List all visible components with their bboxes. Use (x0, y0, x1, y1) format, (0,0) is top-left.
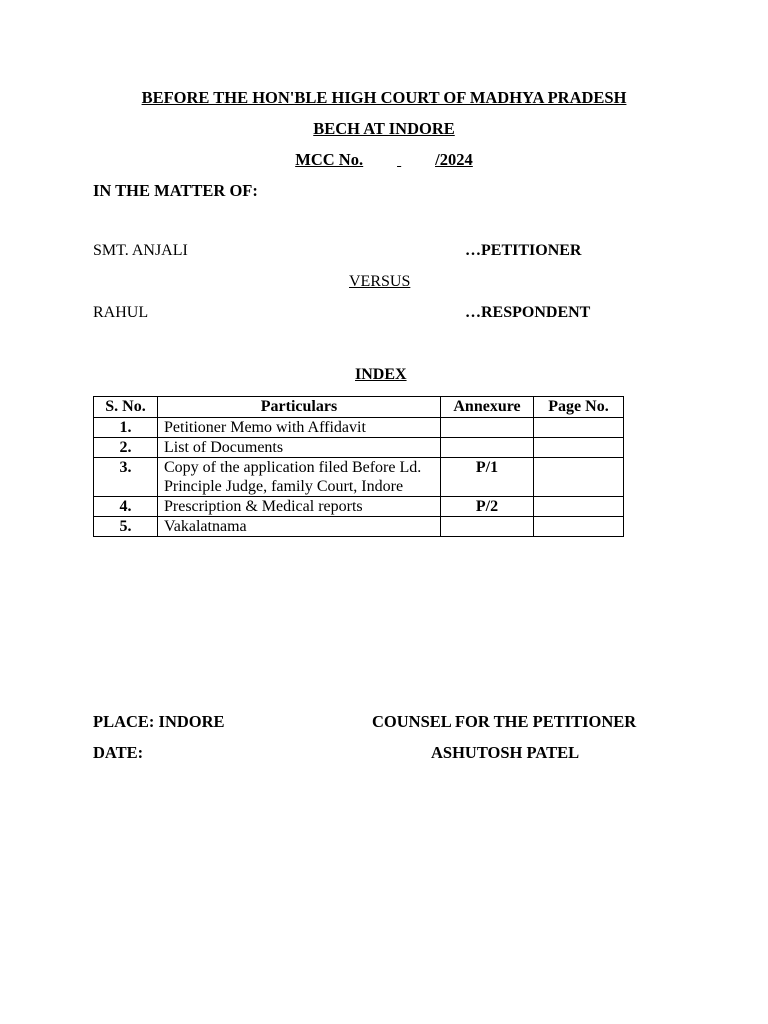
row-sno: 1. (94, 418, 158, 438)
row-annexure (441, 418, 534, 438)
row-sno: 5. (94, 517, 158, 537)
case-number-line (295, 150, 472, 169)
row-page-no (534, 517, 624, 537)
respondent-role: …RESPONDENT (465, 304, 591, 321)
row-annexure (441, 438, 534, 458)
table-row (94, 438, 624, 458)
row-particulars: Copy of the application filed Before Ld. Principle Judge, family Court, Indore (158, 458, 441, 497)
row-page-no (534, 438, 624, 458)
place-label: PLACE: INDORE (93, 712, 225, 731)
row-annexure: P/2 (441, 497, 534, 517)
row-page-no (534, 458, 624, 497)
row-sno: 2. (94, 438, 158, 458)
date-label: DATE: (93, 743, 144, 762)
bench-title (0, 119, 768, 139)
row-particulars: Prescription & Medical reports (158, 497, 441, 517)
index-header-row (94, 397, 624, 418)
header-sno: S. No. (94, 397, 158, 418)
index-table (93, 396, 624, 537)
row-sno: 4. (94, 497, 158, 517)
petitioner-name: SMT. ANJALI (93, 242, 188, 259)
row-sno: 3. (94, 458, 158, 497)
court-title-text: BEFORE THE HON'BLE HIGH COURT OF MADHYA PRADESH (141, 88, 627, 107)
in-the-matter-label: IN THE MATTER OF: (93, 181, 258, 200)
row-particulars: Petitioner Memo with Affidavit (158, 418, 441, 438)
row-annexure (441, 517, 534, 537)
case-number (0, 150, 768, 170)
counsel-label: COUNSEL FOR THE PETITIONER (372, 712, 637, 731)
header-page-no: Page No. (534, 397, 624, 418)
respondent-name: RAHUL (93, 304, 149, 321)
case-number-blank (363, 150, 435, 170)
header-particulars: Particulars (158, 397, 441, 418)
table-row (94, 418, 624, 438)
versus-label: VERSUS (349, 273, 411, 290)
court-title (0, 88, 768, 108)
case-prefix: MCC No. (295, 150, 364, 169)
row-page-no (534, 497, 624, 517)
row-particulars: List of Documents (158, 438, 441, 458)
table-row (94, 458, 624, 497)
header-annexure: Annexure (441, 397, 534, 418)
petitioner-role: …PETITIONER (465, 242, 582, 259)
case-year: /2024 (435, 150, 473, 169)
table-row (94, 517, 624, 537)
row-page-no (534, 418, 624, 438)
row-particulars: Vakalatnama (158, 517, 441, 537)
table-row (94, 497, 624, 517)
bench-title-text: BECH AT INDORE (313, 119, 455, 138)
counsel-name: ASHUTOSH PATEL (431, 743, 580, 762)
row-annexure: P/1 (441, 458, 534, 497)
index-title: INDEX (355, 366, 407, 383)
